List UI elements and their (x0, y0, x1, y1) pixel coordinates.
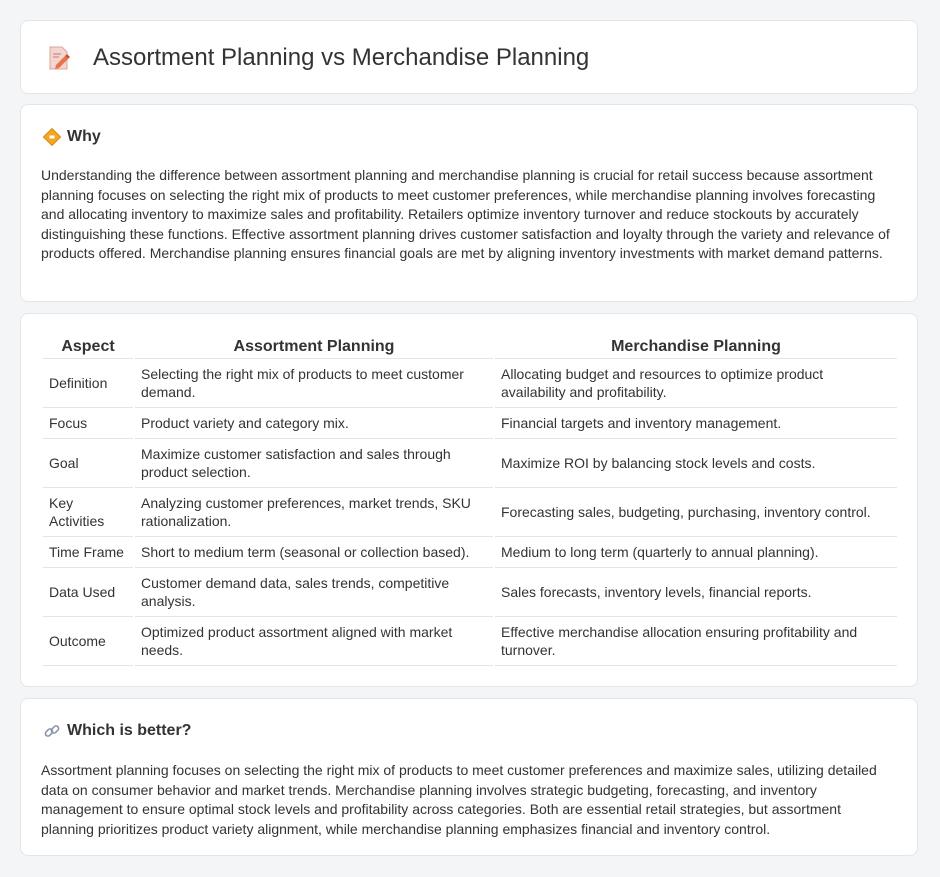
row-aspect: Focus (43, 408, 133, 439)
comparison-section (20, 313, 918, 687)
table-row (43, 408, 897, 439)
better-heading-label: Which is better? (67, 722, 192, 739)
row-assortment: Optimized product assortment aligned with market needs. (135, 617, 493, 666)
row-merchandise: Effective merchandise allocation ensuring profitability and turnover. (495, 617, 897, 666)
row-aspect: Outcome (43, 617, 133, 666)
table-row (43, 359, 897, 408)
better-body: Assortment planning focuses on selecting the right mix of products to meet customer preferences and maximize sales, utilizing detailed data on consumer behavior and market trends. Merchandise planning involves strategic budgeting, forecasting, and inventory management to ensure optimal stock levels and profitability across categories. Both are essential retail strategies, but assortment planning prioritizes product variety alignment, while merchandise planning emphasizes financial and inventory control. (41, 762, 877, 837)
which-better-section (20, 698, 918, 856)
row-aspect: Time Frame (43, 537, 133, 568)
table-row (43, 617, 897, 666)
why-section (20, 104, 918, 302)
table-row (43, 568, 897, 617)
row-merchandise: Financial targets and inventory management. (495, 408, 897, 439)
table-row (43, 439, 897, 488)
row-aspect: Definition (43, 359, 133, 408)
diamond-sign-icon (43, 128, 61, 146)
row-aspect: Data Used (43, 568, 133, 617)
why-body: Understanding the difference between assortment planning and merchandise planning is crucial for retail success because assortment planning focuses on selecting the right mix of products to meet customer preferences, while merchandise planning involves forecasting and allocating inventory to maximize sales and profitability. Retailers optimize inventory turnover and reduce stockouts by accurately distinguishing these functions. Effective assortment planning drives customer satisfaction and loyalty through the variety and relevance of products offered. Merchandise planning ensures financial goals are met by aligning inventory investments with market demand patterns. (41, 167, 890, 261)
why-heading (43, 127, 101, 147)
why-heading-label: Why (67, 128, 101, 145)
table-row (43, 488, 897, 537)
link-icon (43, 722, 61, 740)
row-aspect: Goal (43, 439, 133, 488)
row-merchandise: Sales forecasts, inventory levels, financial reports. (495, 568, 897, 617)
page-title: Assortment Planning vs Merchandise Planning (93, 44, 590, 71)
better-heading (43, 721, 191, 741)
document-pencil-icon (47, 45, 71, 71)
table-row (43, 537, 897, 568)
row-assortment: Maximize customer satisfaction and sales through product selection. (135, 439, 493, 488)
table-header-row (43, 334, 897, 359)
header-aspect: Aspect (43, 334, 133, 359)
row-assortment: Customer demand data, sales trends, competitive analysis. (135, 568, 493, 617)
header-merchandise: Merchandise Planning (495, 334, 897, 359)
row-assortment: Product variety and category mix. (135, 408, 493, 439)
row-merchandise: Allocating budget and resources to optimize product availability and profitability. (495, 359, 897, 408)
title-card (20, 20, 918, 94)
row-assortment: Selecting the right mix of products to meet customer demand. (135, 359, 493, 408)
row-assortment: Short to medium term (seasonal or collection based). (135, 537, 493, 568)
header-assortment: Assortment Planning (135, 334, 493, 359)
row-merchandise: Medium to long term (quarterly to annual planning). (495, 537, 897, 568)
row-aspect: Key Activities (43, 488, 133, 537)
row-merchandise: Forecasting sales, budgeting, purchasing, inventory control. (495, 488, 897, 537)
comparison-table (41, 334, 899, 666)
row-assortment: Analyzing customer preferences, market trends, SKU rationalization. (135, 488, 493, 537)
row-merchandise: Maximize ROI by balancing stock levels and costs. (495, 439, 897, 488)
